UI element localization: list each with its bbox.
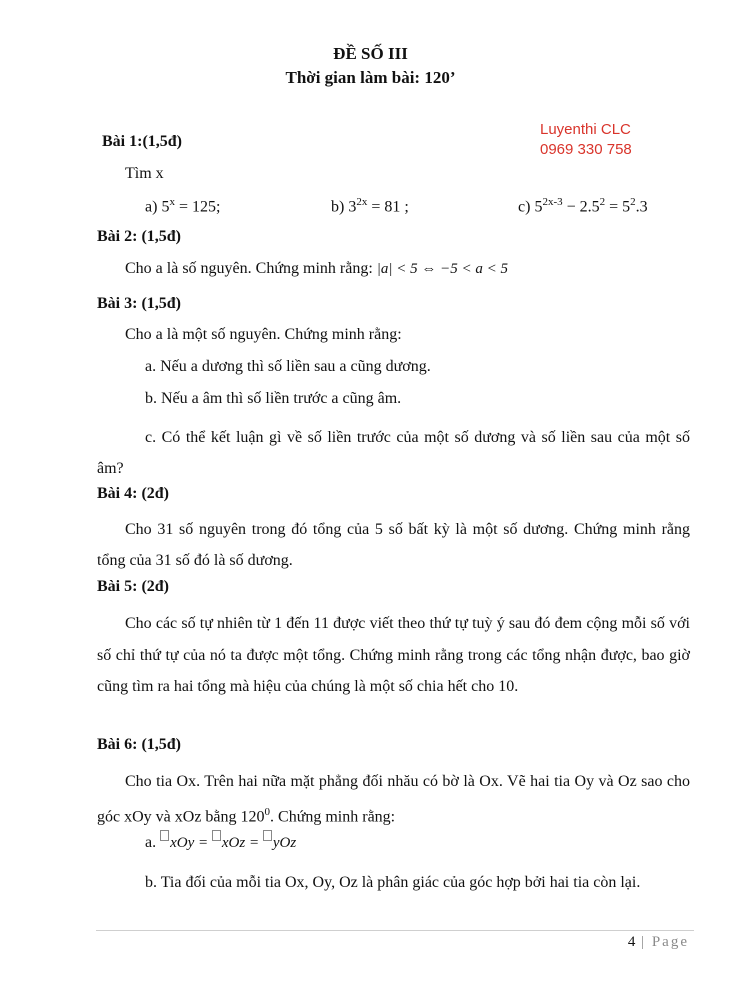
bai6-part-a: a. xOy = xOz = yOz [145,830,296,852]
bai6-part-b: b. Tia đối của mỗi tia Ox, Oy, Oz là phân giác của góc hợp bởi hai tia còn lại. [145,874,641,891]
bai3-part-c: c. Có thể kết luận gì về số liền trước của một số dương và số liền sau của một số âm? [97,429,690,477]
bai4-heading: Bài 4: (2đ) [97,485,169,502]
bai5-text: Cho các số tự nhiên từ 1 đến 11 được viết theo thứ tự tuỳ ý sau đó đem cộng mỗi số với số chỉ thứ tự của nó ta được một tổng. Chứng minh rằng trong các tổng nhận được, bao giờ cũng tìm ra hai tổng mà hiệu của chúng là một số chia hết cho 10. [97,615,690,695]
stamp-phone: 0969 330 758 [540,141,632,158]
bai3-heading: Bài 3: (1,5đ) [97,295,181,312]
bai1-part-b: b) $3^{2x} = 81$ ; [331,196,409,216]
bai3-part-b: b. Nếu a âm thì số liền trước a cũng âm. [145,390,402,407]
page-label: Page [651,934,689,950]
bai6-text: Cho tia Ox. Trên hai nữa mặt phẳng đối nhău có bờ là Ox. Vẽ hai tia Oy và Oz sao cho góc xOy và xOz bằng $120^0$. Chứng minh rằng: [97,773,690,826]
bai2-heading: Bài 2: (1,5đ) [97,228,181,245]
bai1-part-a: a) $5^x = 125$; [145,196,221,216]
bai1-heading: Bài 1:(1,5đ) [102,133,182,150]
bai4-text: Cho 31 số nguyên trong đó tổng của 5 số bất kỳ là một số dương. Chứng minh rằng tổng của 31 số đó là số dương. [97,521,690,569]
page-footer: 4 | Page [627,934,689,950]
page-number: 4 [627,934,636,950]
bai2-text: Cho a là số nguyên. Chứng minh rằng: |a| < 5 ⇔ −5 < a < 5 [125,260,509,277]
bai3-part-a: a. Nếu a dương thì số liền sau a cũng dương. [145,358,431,375]
bai1-intro: Tìm x [125,165,164,182]
exam-title: ĐỀ SỐ III [333,44,408,63]
bai3-intro: Cho a là một số nguyên. Chứng minh rằng: [125,326,402,343]
angle-hat-icon [160,830,169,841]
exam-time: Thời gian làm bài: 120’ [285,68,456,87]
footer-divider [96,930,694,931]
angle-hat-icon [263,830,272,841]
angle-hat-icon [212,830,221,841]
bai2-formula: |a| < 5 ⇔ −5 < a < 5 [376,261,509,277]
watermark-stamp [540,120,632,160]
bai6-heading: Bài 6: (1,5đ) [97,736,181,753]
stamp-name: Luyenthi CLC [540,121,631,138]
bai5-heading: Bài 5: (2đ) [97,578,169,595]
bai1-part-c: c) $5^{2x-3} - 2.5^2 = 5^2.3$ [518,196,648,216]
